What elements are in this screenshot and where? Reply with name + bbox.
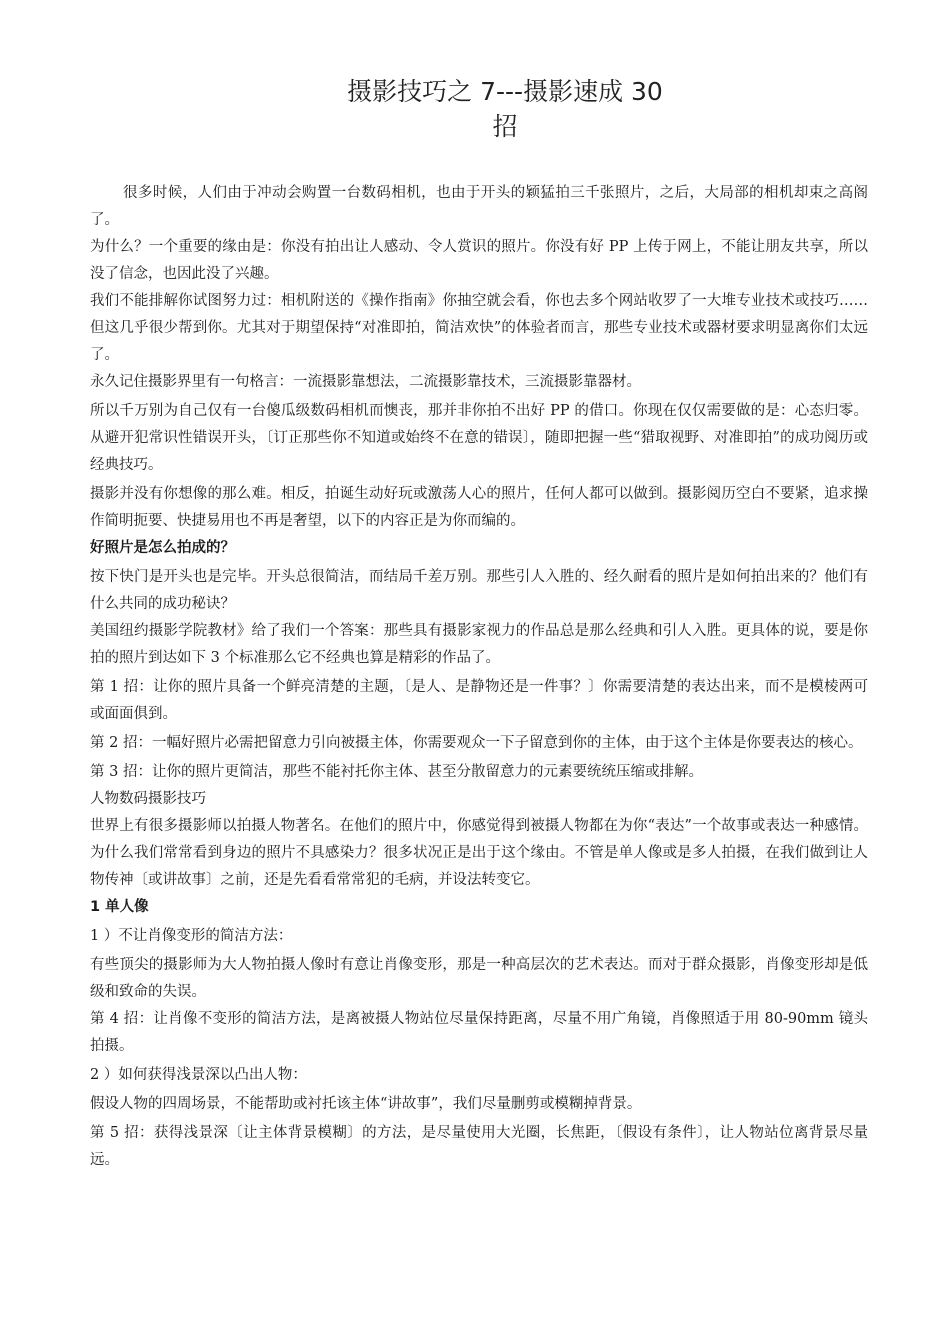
tip-paragraph: 第 5 招：获得浅景深〔让主体背景模糊〕的方法，是尽量使用大光圈，长焦距，〔假设有条件〕，让人物站位离背景尽量远。	[90, 1125, 868, 1168]
paragraph: 摄影并没有你想像的那么难。相反，拍诞生动好玩或激荡人心的照片，任何人都可以做到。摄影阅历空白不要紧，追求操作简明扼要、快捷易用也不再是奢望，以下的内容正是为你而编的。	[90, 486, 868, 529]
paragraph: 我们不能排解你试图努力过：相机附送的《操作指南》你抽空就会看，你也去多个网站收罗了一大堆专业技术或技巧……但这几乎很少帮到你。尤其对于期望保持“对准即拍，简洁欢快”的体验者而言，那些专业技术或器材要求明显离你们太远了。	[90, 293, 868, 363]
section-heading: 好照片是怎么拍成的？	[90, 540, 235, 556]
paragraph: 假设人物的四周场景，不能帮助或衬托该主体“讲故事”，我们尽量删剪或模糊掉背景。	[90, 1096, 642, 1112]
paragraph: 所以千万别为自己仅有一台傻瓜级数码相机而懊丧，那并非你拍不出好 PP 的借口。你现在仅仅需要做的是：心态归零。从避开犯常识性错误开头，〔订正那些你不知道或始终不在意的错误〕，随即把握一些“猎取视野、对准即拍”的成功阅历或经典技巧。	[90, 403, 868, 473]
section-heading: 1 单人像	[90, 899, 149, 915]
tip-paragraph: 第 1 招：让你的照片具备一个鲜亮清楚的主题，〔是人、是静物还是一件事？〕你需要清楚的表达出来，而不是模棱两可或面面俱到。	[90, 679, 868, 722]
paragraph: 世界上有很多摄影师以拍摄人物著名。在他们的照片中，你感觉得到被摄人物都在为你“表达”一个故事或表达一种感情。为什么我们常常看到身边的照片不具感染力？很多状况正是出于这个缘由。不管是单人像或是多人拍摄，在我们做到让人物传神〔或讲故事〕之前，还是先看看常常犯的毛病，并设法转变它。	[90, 818, 868, 888]
paragraph: 为什么？一个重要的缘由是：你没有拍出让人感动、令人赏识的照片。你没有好 PP 上传于网上，不能让朋友共享，所以没了信念，也因此没了兴趣。	[90, 239, 868, 282]
paragraph: 永久记住摄影界里有一句格言：一流摄影靠想法，二流摄影靠技术，三流摄影靠器材。	[90, 374, 641, 390]
paragraph: 按下快门是开头也是完毕。开头总很简洁，而结局千差万别。那些引人入胜的、经久耐看的照片是如何拍出来的？他们有什么共同的成功秘诀？	[90, 569, 868, 612]
document-body	[90, 180, 868, 1174]
section-subtitle: 人物数码摄影技巧	[90, 791, 206, 807]
tip-paragraph: 第 3 招：让你的照片更简洁，那些不能衬托你主体、甚至分散留意力的元素要统统压缩或排解。	[90, 764, 703, 780]
tip-paragraph: 第 4 招：让肖像不变形的简洁方法，是离被摄人物站位尽量保持距离，尽量不用广角镜，肖像照适于用 80-90mm 镜头拍摄。	[90, 1011, 868, 1054]
subsection-heading: 1 ）不让肖像变形的简洁方法：	[90, 928, 293, 944]
paragraph: 有些顶尖的摄影师为大人物拍摄人像时有意让肖像变形，那是一种高层次的艺术表达。而对于群众摄影，肖像变形却是低级和致命的失误。	[90, 957, 868, 1000]
subsection-heading: 2 ）如何获得浅景深以凸出人物：	[90, 1067, 307, 1083]
document-title-continued: 招	[492, 112, 518, 141]
paragraph-intro: 很多时候，人们由于冲动会购置一台数码相机，也由于开头的颖猛拍三千张照片，之后，大局部的相机却束之高阁了。	[90, 185, 868, 228]
document-title: 摄影技巧之 7---摄影速成 30	[347, 77, 663, 106]
paragraph: 美国纽约摄影学院教材》给了我们一个答案：那些具有摄影家视力的作品总是那么经典和引人入胜。更具体的说，要是你拍的照片到达如下 3 个标准那么它不经典也算是精彩的作品了。	[90, 623, 868, 666]
tip-paragraph: 第 2 招：一幅好照片必需把留意力引向被摄主体，你需要观众一下子留意到你的主体，由于这个主体是你要表达的核心。	[90, 735, 863, 751]
